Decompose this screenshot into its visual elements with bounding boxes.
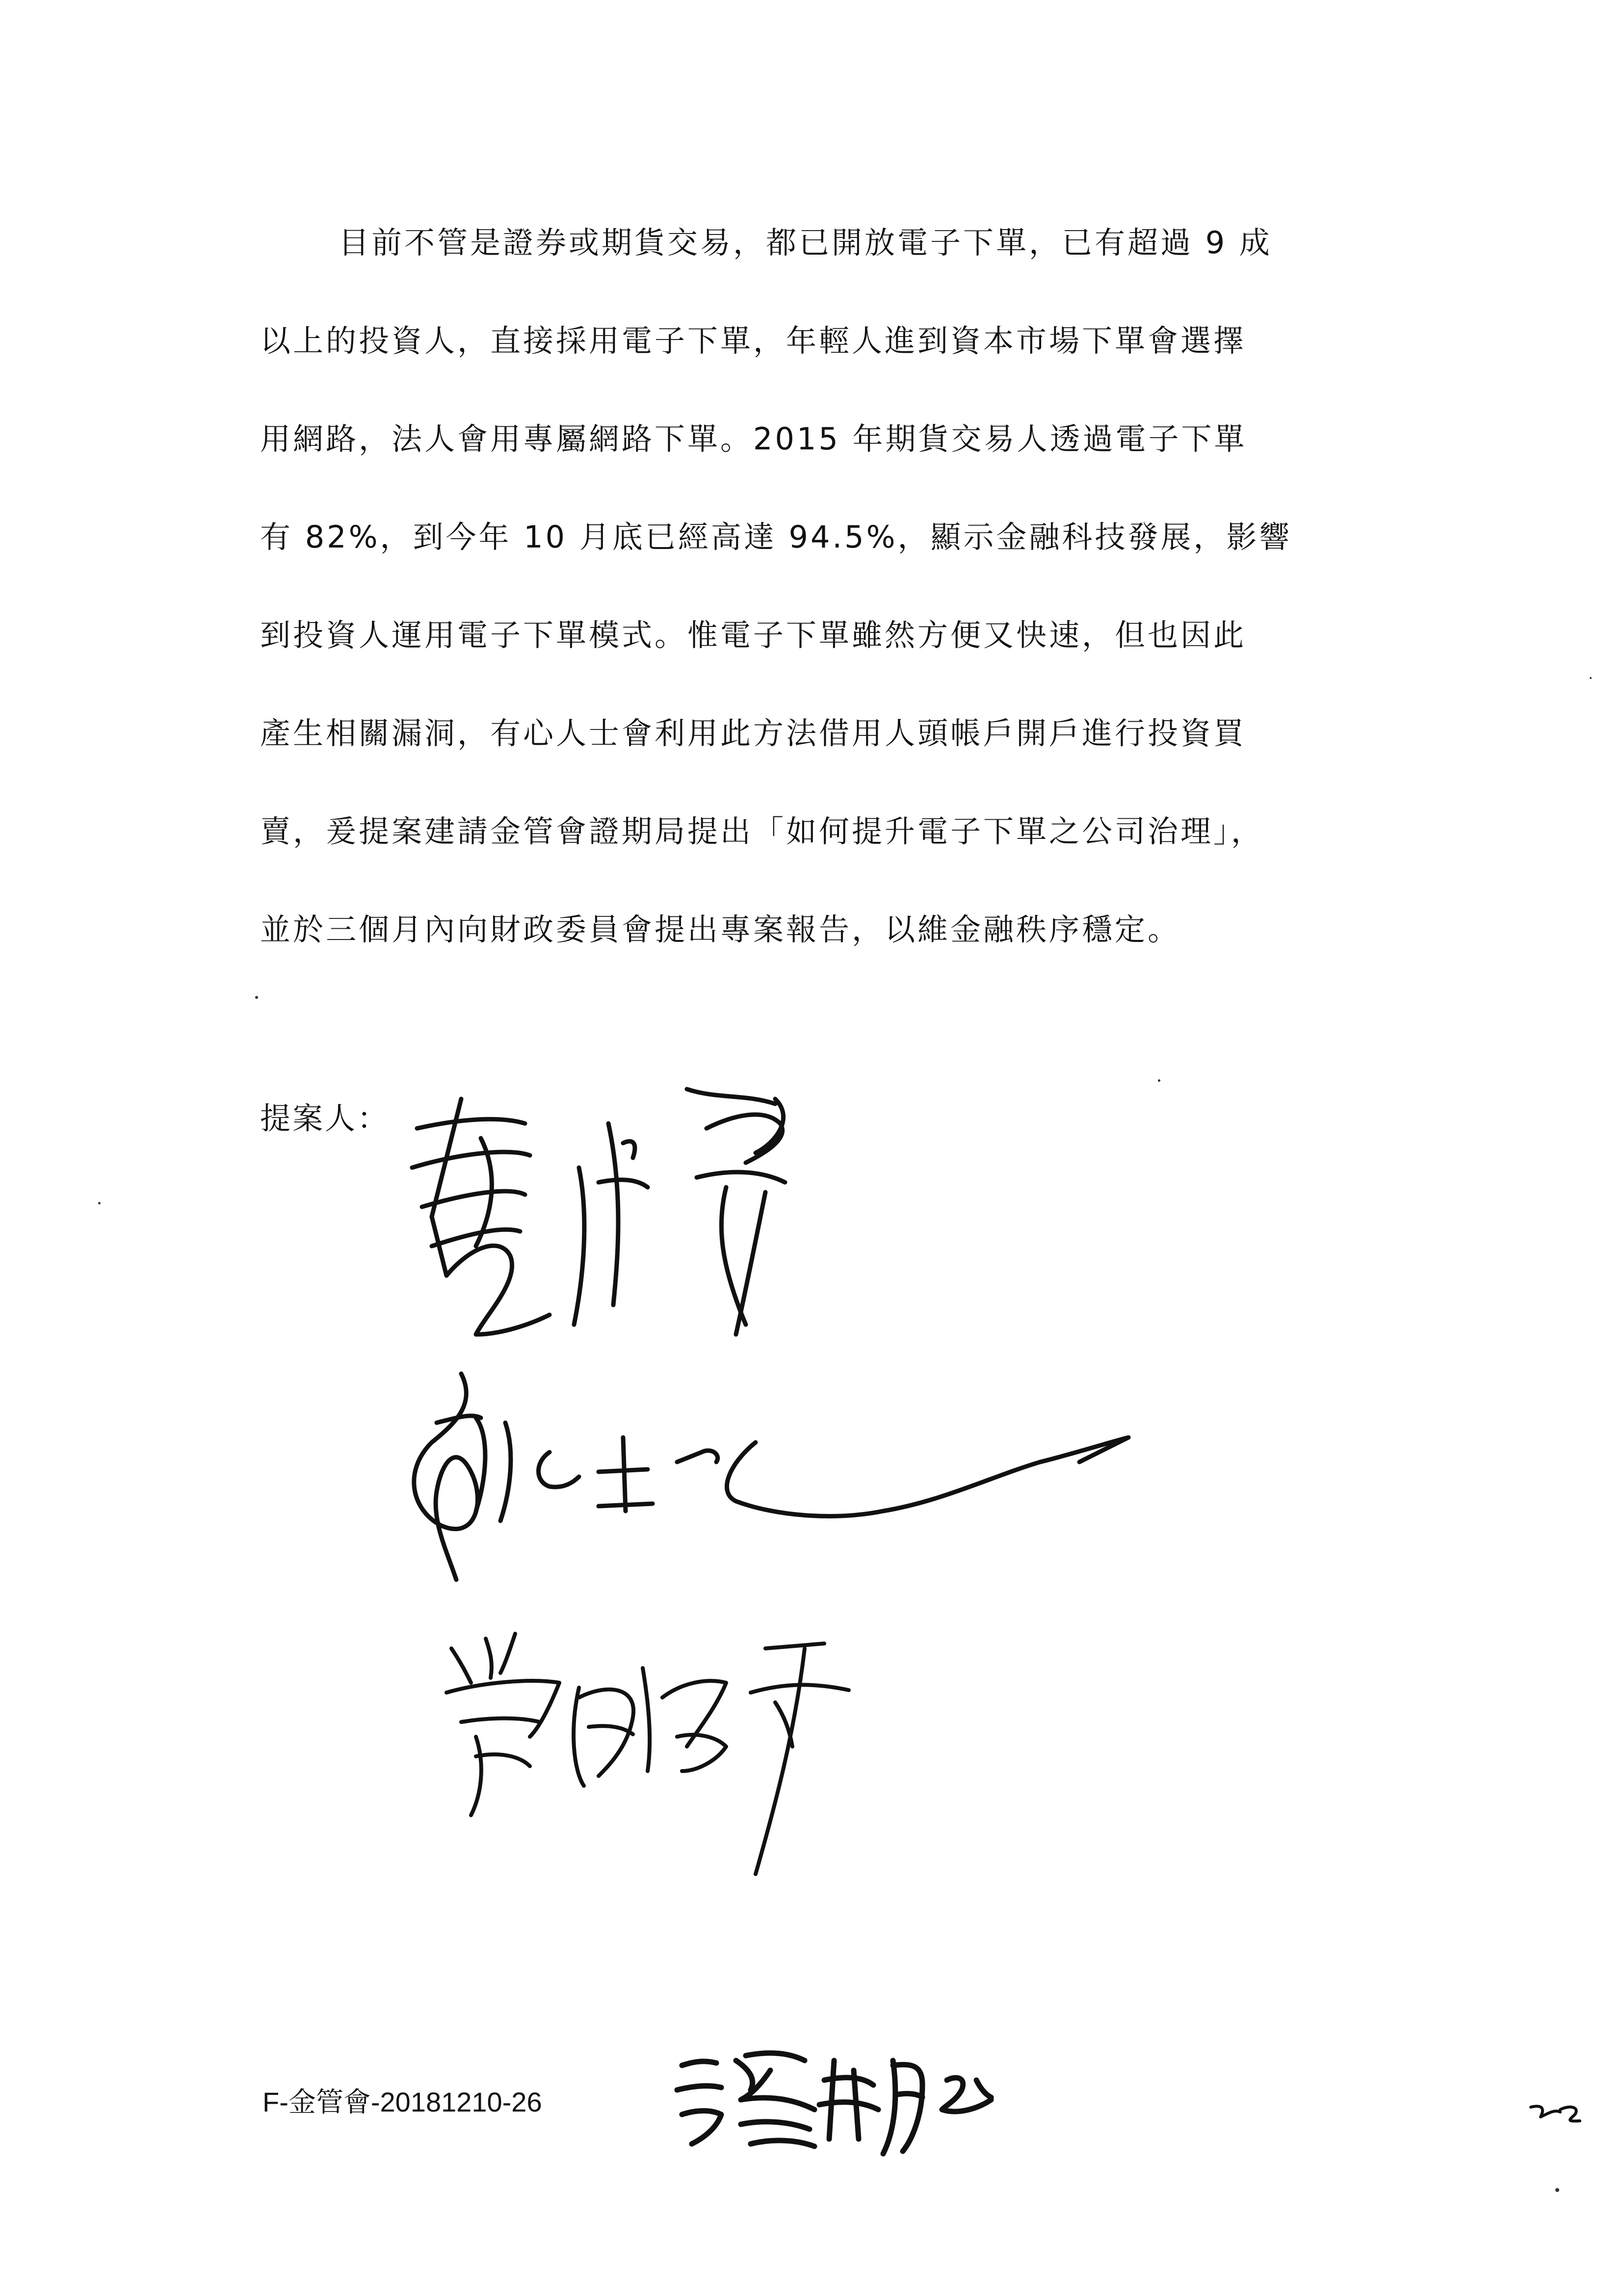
paragraph-line-4: 有 82%，到今年 10 月底已經高達 94.5%，顯示金融科技發展，影響	[260, 519, 1292, 555]
scan-speck	[1555, 2188, 1559, 2192]
paragraph-line-8: 並於三個月內向財政委員會提出專案報告，以維金融秩序穩定。	[260, 912, 1181, 947]
proposer-label: 提案人：	[260, 1100, 390, 1136]
scan-speck	[1590, 677, 1592, 679]
scan-speck	[255, 996, 258, 999]
page-number-mark-icon	[1526, 2097, 1590, 2127]
handwritten-signature-1-icon	[402, 1070, 893, 1354]
paragraph-line-1: 目前不管是證券或期貨交易，都已開放電子下單，已有超過 9 成	[339, 225, 1272, 261]
handwritten-signature-3-icon	[432, 1609, 873, 1884]
handwritten-signature-2-icon	[402, 1364, 1236, 1599]
handwritten-stamp-icon	[672, 2041, 1016, 2159]
paragraph-line-3: 用網路，法人會用專屬網路下單。2015 年期貨交易人透過電子下單	[260, 421, 1247, 457]
paragraph-line-5: 到投資人運用電子下單模式。惟電子下單雖然方便又快速，但也因此	[260, 617, 1247, 653]
paragraph-line-6: 產生相關漏洞，有心人士會利用此方法借用人頭帳戶開戶進行投資買	[260, 715, 1247, 751]
paragraph-line-7: 賣，爰提案建請金管會證期局提出「如何提升電子下單之公司治理」，	[260, 813, 1264, 849]
document-reference-number: F-金管會-20181210-26	[262, 2087, 542, 2117]
scan-speck	[1158, 1079, 1160, 1082]
scan-speck	[98, 1202, 101, 1204]
paragraph-line-2: 以上的投資人，直接採用電子下單，年輕人進到資本市場下單會選擇	[260, 323, 1247, 359]
